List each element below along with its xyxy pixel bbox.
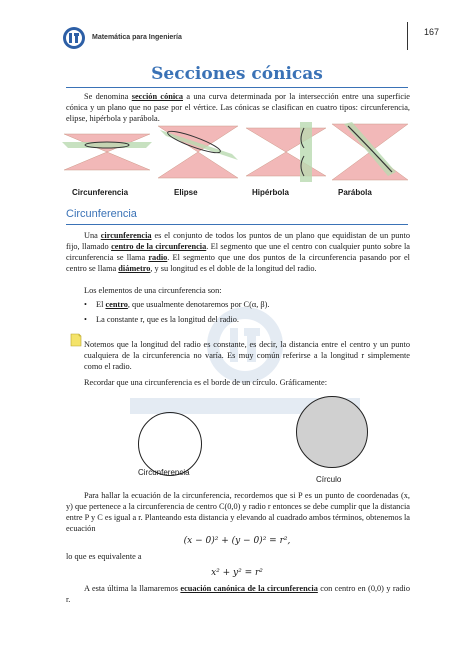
- section-underline: [66, 224, 408, 225]
- equation-canonical: x² + y² = r²: [211, 568, 263, 578]
- caption-circulo: Círculo: [316, 475, 342, 484]
- label-hiperbola: Hipérbola: [252, 188, 289, 197]
- page-title: Secciones cónicas: [151, 64, 323, 84]
- cone-ellipse-figure: [158, 126, 238, 178]
- cone-circle-figure: [62, 134, 152, 170]
- conic-sections-illustration: [62, 120, 412, 184]
- label-elipse: Elipse: [174, 188, 198, 197]
- intro-paragraph: Se denomina sección cónica a una curva determinada por la intersección entre una superficie cónica y un plano que no pase por el vértice. Las cónicas se clasifican en cuatro tipos: circunferencia, elipse, hipérbola y parábola.: [66, 92, 410, 123]
- elements-intro: Los elementos de una circunferencia son:: [84, 286, 222, 295]
- recall-paragraph: Recordar que una circunferencia es el borde de un círculo. Gráficamente:: [84, 378, 328, 387]
- caption-circunferencia: Circunferencia: [138, 468, 190, 477]
- label-parabola: Parábola: [338, 188, 372, 197]
- cone-parabola-figure: [332, 122, 408, 180]
- label-circunferencia: Circunferencia: [72, 188, 129, 197]
- header-divider: [407, 22, 408, 50]
- cone-hyperbola-figure: [246, 122, 326, 182]
- term-seccion-conica: sección cónica: [131, 92, 183, 101]
- header-title: Matemática para Ingeniería: [92, 34, 182, 41]
- definition-paragraph: Una circunferencia es el conjunto de todos los puntos de un plano que equidistan de un punto fijo, llamado centro de la circunferencia. El segmento que une el centro con cualquier punto sobre la circunferencia se llama radio. El segmento que une dos puntos de la circunferencia pasando por el centro se llama diámetro, y su longitud es el doble de la longitud del radio.: [66, 231, 411, 273]
- title-underline: [66, 87, 408, 88]
- page-number: 167: [424, 27, 440, 37]
- circle-figure: [296, 396, 368, 468]
- cone-labels: [62, 188, 412, 200]
- equation-distance: (x − 0)² + (y − 0)² = r²,: [183, 536, 291, 546]
- note-icon: [70, 333, 82, 347]
- page-header: [62, 26, 422, 50]
- section-heading: Circunferencia: [66, 208, 137, 220]
- equation-derivation-paragraph: Para hallar la ecuación de la circunferencia, recordemos que si P es un punto de coordenadas (x, y) que pertenece a la circunferencia de centro C(0,0) y radio r entonces se debe cumplir que la distancia entre P y C es igual a r. Planteando esta distancia y elevando al cuadrado ambos términos, obtenemos la ecuación: [66, 491, 410, 533]
- circumference-figure: [138, 412, 202, 476]
- canonical-paragraph: A esta última la llamaremos ecuación canónica de la circunferencia con centro en (0,0) y radio r.: [66, 584, 410, 604]
- equivalence-text: lo que es equivalente a: [66, 552, 142, 561]
- note-paragraph: Notemos que la longitud del radio es constante, es decir, la distancia entre el centro y un punto cualquiera de la circunferencia no varía. Es muy común referirse a la longitud r simplemente como el radio.: [84, 340, 410, 371]
- faculty-logo-icon: [62, 26, 86, 50]
